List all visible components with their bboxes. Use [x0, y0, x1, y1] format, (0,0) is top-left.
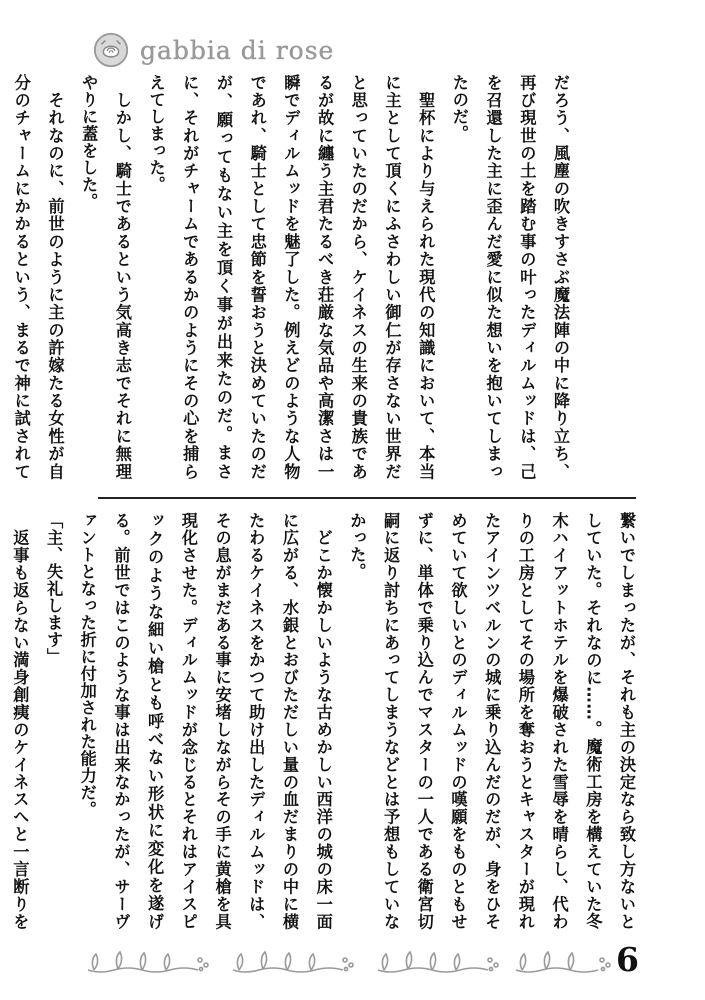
vine-ornament-icon: [510, 944, 620, 984]
vine-ornament-icon: [370, 944, 505, 984]
paragraph: 「主、失礼します」: [44, 512, 64, 665]
rose-logo-icon: [92, 31, 130, 69]
paragraph: それなのに、前世のように主の許嫁たる女性が自分のチャームにかかるという、まるで神に試されて: [11, 74, 65, 480]
vine-ornament-icon: [225, 944, 360, 984]
page-number: 6: [616, 940, 639, 979]
paragraph: 聖杯により与えられた現代の知識において、本当に主として頂くにふさわしい御仁が存さない世界だと思っていたのだから、ケイネスの生来の貴族であるが故に纏う主君たるべき荘厳な気品や高潔さは一瞬でディルムッドを魅了した。例えどのような人物であれ、騎士として忠節を誓おうと決めていたのだが、願ってもない主を頂く事が出来たのだ。まさに、それがチャームであるかのようにその心を捕らえてしまった。: [146, 74, 436, 480]
header-title: gabbia di rose: [140, 35, 335, 65]
header: [92, 28, 334, 72]
paragraph: しかし、騎士であるという気高き志でそれに無理やりに蓋をした。: [79, 74, 132, 480]
paragraph: 繋いでしまったが、それも主の決定なら致し方ないとしていた。それなのに……。魔術工房を構えていた冬木ハイアットホテルを爆破された雪辱を晴らし、代わりの工房としてその場所を奪おうとキャスターが現れたアインツベルンの城に乗り込んだのだが、身をひそめていて欲しいとのディルムッドの嘆願をものともせずに、単体で乗り込んでマスターの一人である衛宮切嗣に返り討ちにあってしまうなどとは予想もしていなかった。: [347, 512, 636, 930]
paragraph: どこか懐かしいような古めかしい西洋の城の床一面に広がる、水銀とおびただしい量の血だまりの中に横たわるケイネスをかつて助け出したディルムッドは、その息がまだある事に安堵しながらその手に黄槍を具現化させた。ディルムッドが念じるとそれはアイスピックのような細い槍とも呼べない形状に変化を遂げる。前世ではこのような事は出来なかったが、サーヴァントとなった折に付加された能力だ。: [77, 512, 333, 930]
paragraph: 返事も返らない満身創痍のケイネスへと一言断りを: [10, 529, 30, 930]
paragraph: だろう、風塵の吹きすさぶ魔法陣の中に降り立ち、再び現世の土を踏む事の叶ったディルムッドは、己を召還した主に歪んだ愛に似た想いを抱いてしまったのだ。: [449, 74, 570, 480]
top-text-block: [11, 74, 577, 480]
section-divider: [98, 497, 636, 499]
bottom-text-block: [10, 512, 643, 930]
vine-ornament-icon: [80, 944, 215, 984]
